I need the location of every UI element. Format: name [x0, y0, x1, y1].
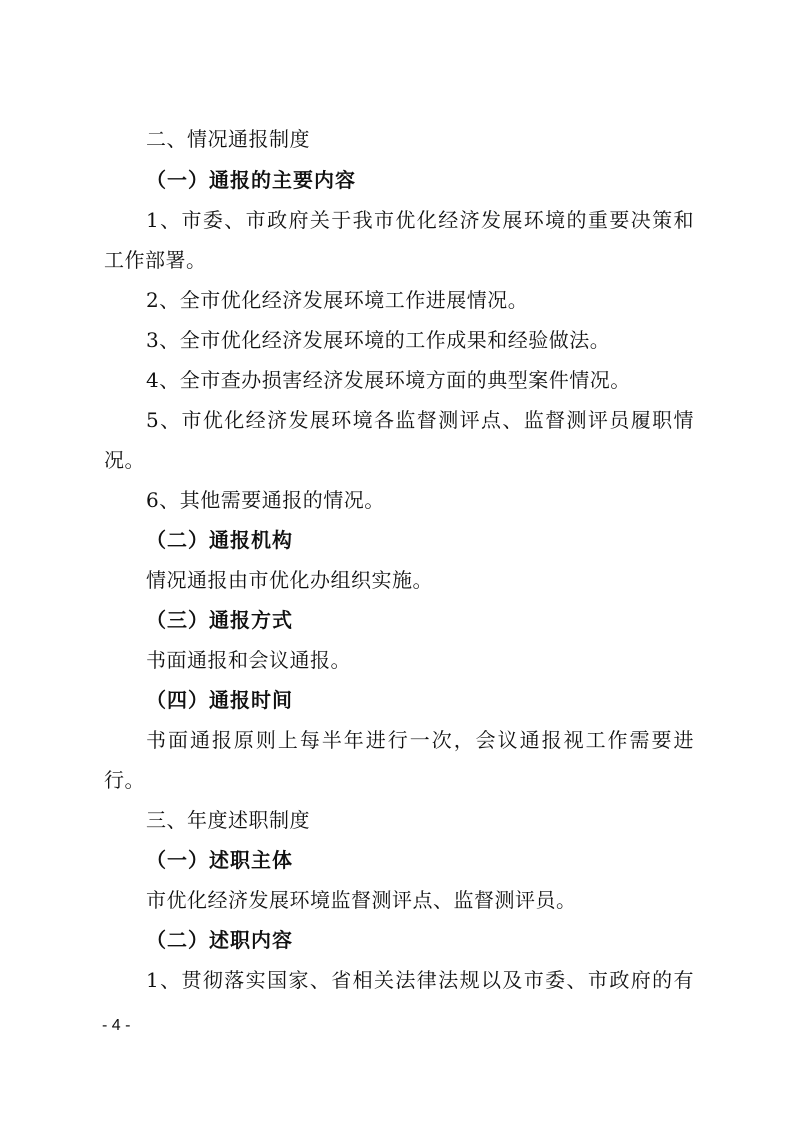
subheading-notification-method: （三）通报方式	[146, 608, 293, 632]
paragraph-line-13: 市优化经济发展环境监督测评点、监督测评员。	[146, 888, 577, 912]
section-heading-notification-system: 二、情况通报制度	[146, 127, 310, 151]
paragraph-line-10: 书面通报和会议通报。	[146, 648, 351, 672]
paragraph-line-5: 4、全市查办损害经济发展环境方面的典型案件情况。	[146, 368, 631, 392]
section-heading-annual-reporting-system: 三、年度述职制度	[146, 808, 310, 832]
subheading-notification-agency: （二）通报机构	[146, 528, 293, 552]
paragraph-line-7: 况。	[104, 448, 145, 472]
paragraph-line-1: 1、市委、市政府关于我市优化经济发展环境的重要决策和	[146, 208, 694, 232]
subheading-reporting-content: （二）述职内容	[146, 928, 293, 952]
paragraph-line-14: 1、贯彻落实国家、省相关法律法规以及市委、市政府的有	[146, 968, 694, 992]
paragraph-line-12: 行。	[104, 768, 145, 792]
subheading-main-content: （一）通报的主要内容	[146, 168, 356, 192]
paragraph-line-2: 工作部署。	[104, 248, 207, 272]
subheading-reporting-subject: （一）述职主体	[146, 848, 293, 872]
paragraph-line-6: 5、市优化经济发展环境各监督测评点、监督测评员履职情	[146, 408, 694, 432]
paragraph-line-3: 2、全市优化经济发展环境工作进展情况。	[146, 288, 529, 312]
paragraph-line-11: 书面通报原则上每半年进行一次，会议通报视工作需要进	[146, 728, 694, 752]
paragraph-line-4: 3、全市优化经济发展环境的工作成果和经验做法。	[146, 328, 611, 352]
page-number: - 4 -	[102, 1017, 131, 1034]
subheading-notification-time: （四）通报时间	[146, 688, 293, 712]
paragraph-line-8: 6、其他需要通报的情况。	[146, 488, 385, 512]
paragraph-line-9: 情况通报由市优化办组织实施。	[146, 568, 433, 592]
